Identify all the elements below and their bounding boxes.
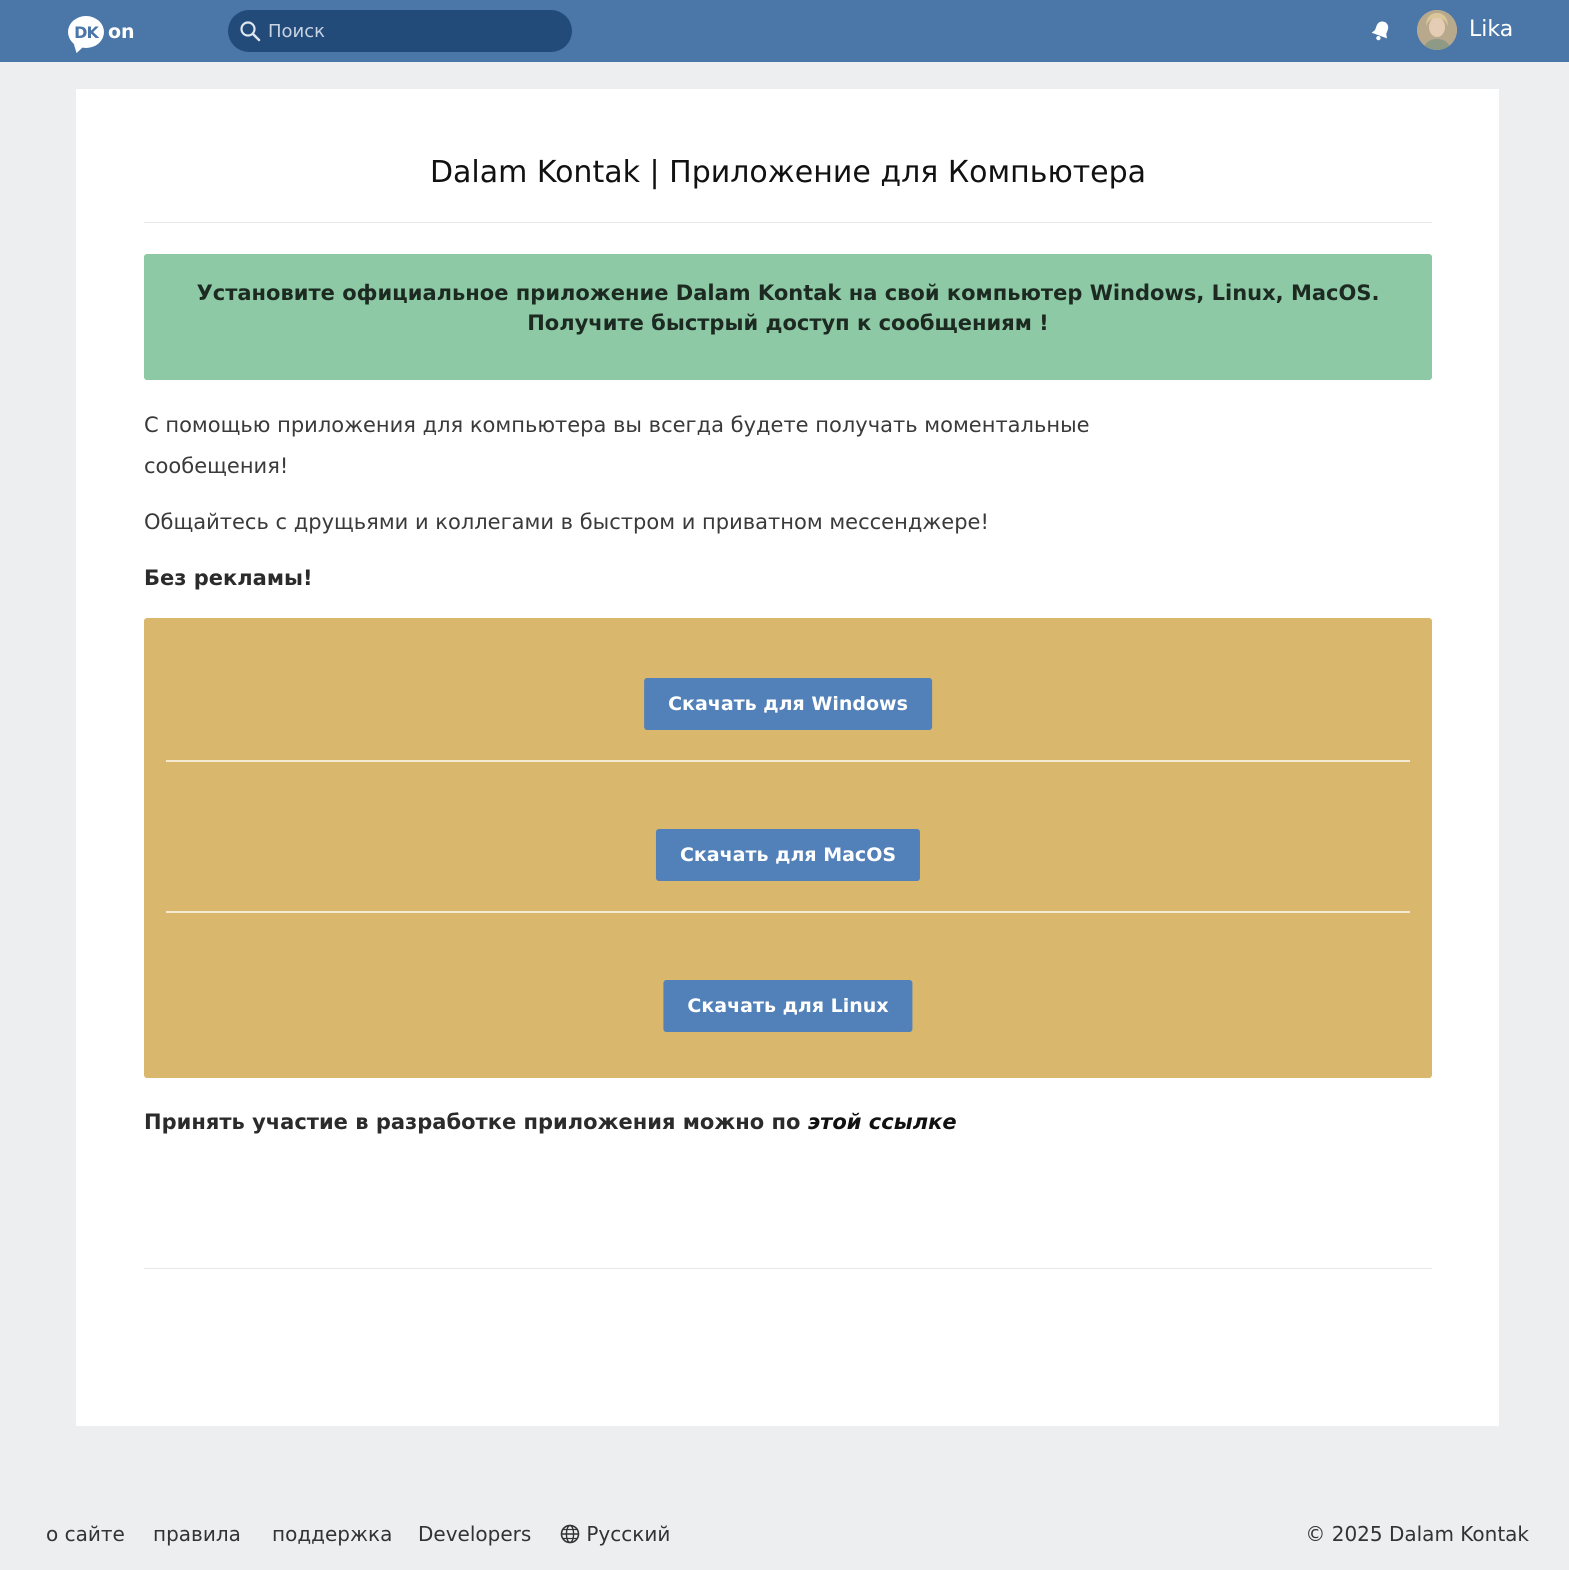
globe-icon (560, 1524, 580, 1544)
content-card (76, 89, 1499, 1426)
page-title: Dalam Kontak | Приложение для Компьютера (429, 155, 1147, 190)
no-ads-text: Без рекламы! (144, 566, 313, 590)
logo-bubble-icon: DK (68, 16, 104, 48)
top-bar (0, 0, 1569, 62)
download-macos-button[interactable]: Скачать для MacOS (656, 829, 920, 881)
download-linux-button[interactable]: Скачать для Linux (663, 980, 912, 1032)
info-banner (144, 254, 1432, 380)
contribute-text (144, 1104, 957, 1140)
description-paragraph: С помощью приложения для компьютера вы всегда будете получать моментальные сообещения! (144, 413, 1090, 478)
footer (0, 1518, 1569, 1554)
footer-link-developers[interactable]: Developers (418, 1522, 532, 1546)
search-icon (238, 19, 262, 43)
contribute-link[interactable]: этой ссылке (807, 1110, 957, 1134)
avatar-image-icon (1417, 10, 1457, 50)
bottom-divider (144, 1268, 1432, 1269)
copyright: © 2025 Dalam Kontak (1305, 1522, 1529, 1546)
banner-text: Установите официальное приложение Dalam Kontak на свой компьютер Windows, Linux, MacOS. Получите быстрый доступ к сообщениям ! (196, 281, 1380, 335)
footer-link-about[interactable]: о сайте (46, 1522, 125, 1546)
footer-link-support[interactable]: поддержка (272, 1522, 393, 1546)
downloads-panel (144, 618, 1432, 1078)
logo-text: on (108, 21, 135, 43)
bell-icon[interactable] (1368, 18, 1394, 44)
language-label: Русский (586, 1522, 671, 1546)
communication-paragraph: Общайтесь с друщьями и коллегами в быстром и приватном мессенджере! (144, 510, 989, 534)
downloads-divider (166, 760, 1410, 762)
footer-link-rules[interactable]: правила (153, 1522, 241, 1546)
downloads-divider (166, 911, 1410, 913)
contribute-label: Принять участие в разработке приложения можно по (144, 1110, 801, 1134)
download-windows-button[interactable]: Скачать для Windows (644, 678, 932, 730)
username[interactable]: Lika (1469, 17, 1514, 42)
search-input[interactable] (266, 20, 560, 43)
title-divider (144, 222, 1432, 223)
logo[interactable] (68, 14, 135, 50)
search-box[interactable] (228, 10, 572, 52)
avatar[interactable] (1417, 10, 1457, 50)
language-selector[interactable] (560, 1522, 670, 1546)
